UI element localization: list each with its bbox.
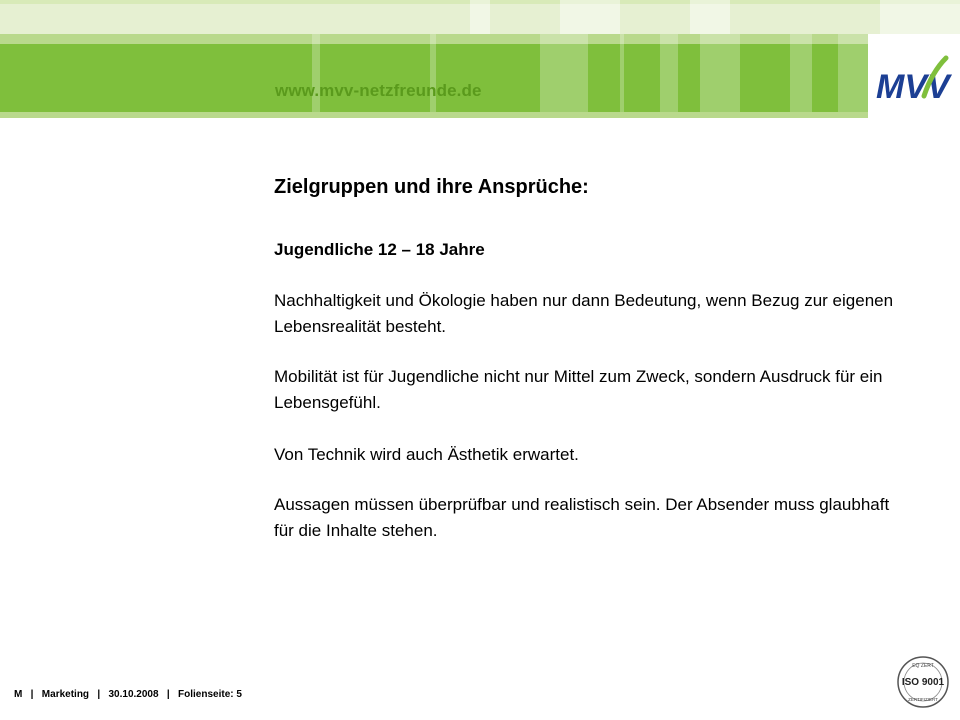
footer-info: M | Marketing | 30.10.2008 | Folienseite: 5 bbox=[14, 689, 242, 700]
website-url[interactable]: www.mvv-netzfreunde.de bbox=[275, 81, 482, 100]
paragraph-2: Mobilität ist für Jugendliche nicht nur Mittel zum Zweck, sondern Ausdruck für ein Lebensgefühl. bbox=[274, 367, 883, 412]
svg-text:ZERTIFIZIERT: ZERTIFIZIERT bbox=[908, 697, 938, 702]
slide-subtitle: Jugendliche 12 – 18 Jahre bbox=[274, 240, 485, 259]
paragraph-3: Von Technik wird auch Ästhetik erwartet. bbox=[274, 445, 579, 464]
paragraph-4: Aussagen müssen überprüfbar und realistisch sein. Der Absender muss glaubhaft für die Inhalte stehen. bbox=[274, 495, 890, 540]
iso-9001-badge bbox=[896, 655, 950, 714]
header-banner bbox=[0, 0, 960, 128]
svg-text:MVV: MVV bbox=[876, 68, 950, 106]
svg-text:EQ ZERT: EQ ZERT bbox=[912, 663, 934, 669]
mvv-logo bbox=[872, 52, 952, 113]
paragraph-1: Nachhaltigkeit und Ökologie haben nur dann Bedeutung, wenn Bezug zur eigenen Lebensrealität besteht. bbox=[274, 291, 894, 336]
slide-title: Zielgruppen und ihre Ansprüche: bbox=[274, 176, 589, 198]
svg-text:ISO 9001: ISO 9001 bbox=[901, 677, 945, 688]
header-stripes bbox=[0, 0, 960, 128]
